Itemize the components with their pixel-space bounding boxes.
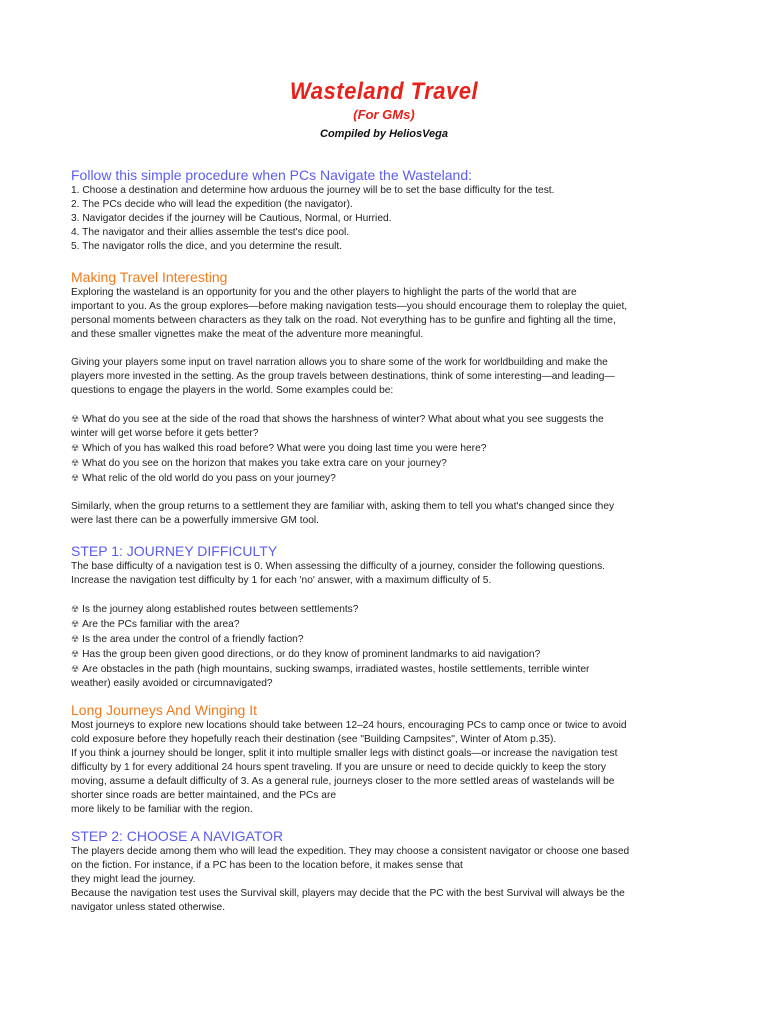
document-body [71,166,701,915]
radiation-icon: ☢ [71,634,80,644]
list-item-continuation: weather) easily avoided or circumnavigated? [71,678,273,689]
procedure-step: 2. The PCs decide who will lead the expedition (the navigator). [71,199,353,210]
paragraph-line: Most journeys to explore new locations should take between 12–24 hours, encouraging PCs to camp once or twice to avoid [71,720,627,731]
interesting-paragraph-2 [71,356,701,398]
procedure-steps [71,184,701,254]
author-credit: Compiled by HeliosVega [320,128,448,140]
list-item: ☢ Has the group been given good directions, or do they know of prominent landmarks to aid navigation? [71,649,541,660]
paragraph-line: Giving your players some input on travel narration allows you to share some of the work for worldbuilding and make the [71,357,608,368]
paragraph-line: navigator unless stated otherwise. [71,902,226,913]
list-item: ☢ Are obstacles in the path (high mountains, sucking swamps, irradiated wastes, hostile settlements, terrible winter [71,664,590,675]
interesting-bullets [71,412,701,486]
interesting-paragraph-1 [71,286,701,342]
radiation-icon: ☢ [71,458,80,468]
paragraph-line: The players decide among them who will lead the expedition. They may choose a consistent navigator or choose one based [71,846,630,857]
title-block [0,78,768,142]
paragraph-line: on the fiction. For instance, if a PC has been to the location before, it makes sense that [71,860,463,871]
paragraph-line: they might lead the journey. [71,874,196,885]
step1-paragraph [71,560,701,588]
paragraph-line: cold exposure before they hopefully reach their destination (see "Building Campsites", Winter of Atom p.35). [71,734,557,745]
paragraph-line: Exploring the wasteland is an opportunity for you and the other players to highlight the parts of the world that are [71,287,577,298]
interesting-heading: Making Travel Interesting [71,269,228,285]
long-journeys-paragraph [71,719,701,817]
step2-paragraph [71,845,701,915]
step2-heading: STEP 2: CHOOSE A NAVIGATOR [71,828,284,844]
radiation-icon: ☢ [71,443,80,453]
paragraph-line: moving, assume a default difficulty of 3. As a general rule, journeys closer to the more settled areas of wastelands will be [71,776,615,787]
paragraph-line: difficulty by 1 for every additional 24 hours spent traveling. If you are unsure or need to decide quickly to keep the story [71,762,606,773]
paragraph-line: Because the navigation test uses the Survival skill, players may decide that the PC with the best Survival will always be the [71,888,625,899]
list-item: ☢ What do you see at the side of the road that shows the harshness of winter? What about what you see suggests the [71,414,604,425]
procedure-step: 3. Navigator decides if the journey will be Cautious, Normal, or Hurried. [71,213,392,224]
list-item: ☢ What relic of the old world do you pass on your journey? [71,473,336,484]
radiation-icon: ☢ [71,414,80,424]
radiation-icon: ☢ [71,649,80,659]
paragraph-line: and these smaller vignettes make the meat of the adventure more meaningful. [71,329,424,340]
radiation-icon: ☢ [71,619,80,629]
list-item: ☢ Is the journey along established routes between settlements? [71,604,359,615]
paragraph-line: Similarly, when the group returns to a settlement they are familiar with, asking them to tell you what's changed since they [71,501,615,512]
interesting-paragraph-3 [71,500,701,528]
procedure-step: 4. The navigator and their allies assemble the test's dice pool. [71,227,350,238]
paragraph-line: If you think a journey should be longer, split it into multiple smaller legs with distinct goals—or increase the navigation test [71,748,618,759]
paragraph-line: were last there can be a powerfully immersive GM tool. [71,515,319,526]
paragraph-line: The base difficulty of a navigation test is 0. When assessing the difficulty of a journey, consider the following questions. [71,561,606,572]
radiation-icon: ☢ [71,664,80,674]
long-journeys-heading: Long Journeys And Winging It [71,702,258,718]
radiation-icon: ☢ [71,473,80,483]
paragraph-line: more likely to be familiar with the region. [71,804,253,815]
list-item-continuation: winter will get worse before it gets better? [71,428,259,439]
list-item: ☢ Are the PCs familiar with the area? [71,619,240,630]
procedure-heading: Follow this simple procedure when PCs Navigate the Wasteland: [71,167,473,183]
page-subtitle: (For GMs) [353,107,415,122]
paragraph-line: shorter since roads are better maintained, and the PCs are [71,790,337,801]
paragraph-line: important to you. As the group explores—before making navigation tests—you should encourage them to roleplay the quiet, [71,301,628,312]
list-item: ☢ Which of you has walked this road before? What were you doing last time you were here? [71,443,487,454]
list-item: ☢ What do you see on the horizon that makes you take extra care on your journey? [71,458,447,469]
paragraph-line: players more invested in the setting. As the group travels between destinations, think of some interesting—and leading— [71,371,615,382]
procedure-step: 5. The navigator rolls the dice, and you determine the result. [71,241,343,252]
page-title: Wasteland Travel [289,78,479,105]
paragraph-line: Increase the navigation test difficulty by 1 for each 'no' answer, with a maximum difficulty of 5. [71,575,492,586]
paragraph-line: questions to engage the players in the world. Some examples could be: [71,385,394,396]
step1-bullets [71,602,701,691]
procedure-step: 1. Choose a destination and determine how arduous the journey will be to set the base difficulty for the test. [71,185,555,196]
radiation-icon: ☢ [71,604,80,614]
step1-heading: STEP 1: JOURNEY DIFFICULTY [71,543,278,559]
list-item: ☢ Is the area under the control of a friendly faction? [71,634,304,645]
paragraph-line: personal moments between characters as they talk on the road. Not everything has to be gunfire and fighting all the time, [71,315,616,326]
